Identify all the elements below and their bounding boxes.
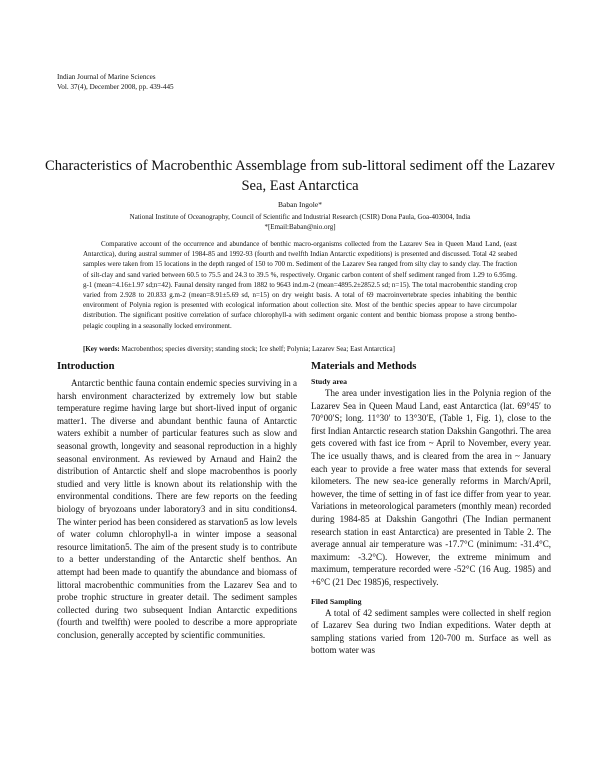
methods-heading: Materials and Methods	[311, 361, 417, 372]
study-area-heading: Study area	[311, 377, 348, 386]
right-column	[311, 360, 551, 657]
journal-issue: Vol. 37(4), December 2008, pp. 439-445	[57, 83, 174, 91]
introduction-heading: Introduction	[57, 361, 115, 372]
author-name: Baban Ingole*	[278, 200, 322, 209]
affiliation-email: *[Email:Baban@nio.org]	[264, 223, 336, 231]
affiliation-institute: National Institute of Oceanography, Council of Scientific and Industrial Research (CSIR) Dona Paula, Goa-403004, India	[129, 213, 471, 221]
journal-header	[57, 72, 174, 92]
left-column	[57, 360, 297, 641]
study-area-text: The area under investigation lies in the Polynia region of the Lazarev Sea in Queen Maud Land, east Antarctica (lat. 69°45′ to 70°00′S; long. 11°30′ to 13°30′E, (Table 1, Fig. 1), close to the first Indian Antarctic research station Dakshin Gangothri. The area gets covered with fast ice from ~ April to November, every year. The ice usually thaws, and is cleared from the area in ~ January each year to provide a free water mass that extends for several kilometers. The new sea-ice generally reforms in March/April, however, the time of setting in of fast ice differ from year to year. Variations in meteorological parameters (monthly mean) recorded during 1984-85 at Dakshin Gangothri (The Indian permanent research station in east Antarctica) are presented in Table 2. The average annual air temperature was -17.7°C (minimum: -31.4°C, maximum: -3.2°C). However, the extreme minimum and maximum, temperature recorded were -52°C (16 Aug. 1985) and +6°C (21 Dec 1985)6, respectively.	[311, 388, 551, 587]
abstract-text: Comparative account of the occurrence and abundance of benthic macro-organisms collected from the Lazarev Sea in Queen Maud Land, (east Antarctica), during austral summer of 1984-85 and 1992-93 (fourth and twelfth Indian Antarctic expeditions) is presented and discussed. Total 42 seabed samples were taken from 15 locations in the depth ranged of 150 to 700 m. Sediment of the Lazarev Sea ranged from silty clay to sandy clay. The fraction of silt-clay and sand varied between 60.5 to 75.5 and 24.3 to 39.5 %, respectively. Organic carbon content of shelf sediment ranged from 1.29 to 6.95mg. g-1 (mean=4.16±1.97 sd;n=42). Faunal density ranged from 1882 to 9643 ind.m-2 (mean=4895.2±2852.5 sd; n=15). The total macrobenthic standing crop varied from 2.928 to 20.833 g.m-2 (mean=8.91±5.69 sd, n=15) on dry weight basis. A total of 69 macroinvertebrate species inhabiting the benthic environment of Polynia region is presented with ecological information about collection site. Most of the benthic species appear to have circumpolar distribution. The significant positive correlation of surface chlorophyll-a with sediment organic content and benthic biomass propose a strong bentho-pelagic coupling in a seasonally locked environment.	[83, 240, 517, 330]
keywords	[83, 345, 517, 353]
filed-sampling-text: A total of 42 sediment samples were collected in shelf region of Lazarev Sea during two Indian expeditions. Water depth at sampling stations varied from 120-700 m. Surface as well as bottom water was	[311, 607, 551, 656]
introduction-text: Antarctic benthic fauna contain endemic species surviving in a harsh environment characterized by extremely low but stable temperature regime having large but short-lived input of organic matter1. The diverse and abundant benthic fauna of Antarctic waters exhibit a number of particular features such as slow and seasonal growth, longevity and seasonal reproduction in a highly seasonal environment. As reviewed by Arnaud and Hain2 the distribution of Antarctic shelf and slope macrobenthos is poorly studied and very little is known about its relationship with the environmental conditions. There are few reports on the feeding biology of bryozoans under laboratory3 and in situ conditions4. The winter period has been considered as starvation5 as low levels of water column chlorophyll-a in winter impose a seasonal resource limitation5. The aim of the present study is to contribute to a better understanding of the Antarctic shelf benthos. An attempt had been made to quantify the abundance and biomass of littoral macrobenthic communities from the Lazarev Sea and to probe trophic structure in greater detail. The sediment samples collected during two subsequent Indian Antarctic expeditions (fourth and twelfth) were pooled to describe a more appropriate conclusion, generally accepted by scientific communities.	[57, 378, 297, 640]
paper-title: Characteristics of Macrobenthic Assemblage from sub-littoral sediment off the Lazarev Sea, East Antarctica	[45, 158, 555, 194]
keywords-text: Macrobenthos; species diversity; standing stock; Ice shelf; Polynia; Lazarev Sea; East Antarctica]	[121, 345, 395, 353]
affiliation	[40, 212, 560, 232]
filed-sampling-heading: Filed Sampling	[311, 596, 362, 606]
journal-name: Indian Journal of Marine Sciences	[57, 73, 156, 81]
abstract	[83, 239, 517, 331]
keywords-label: [Key words:	[83, 345, 120, 353]
